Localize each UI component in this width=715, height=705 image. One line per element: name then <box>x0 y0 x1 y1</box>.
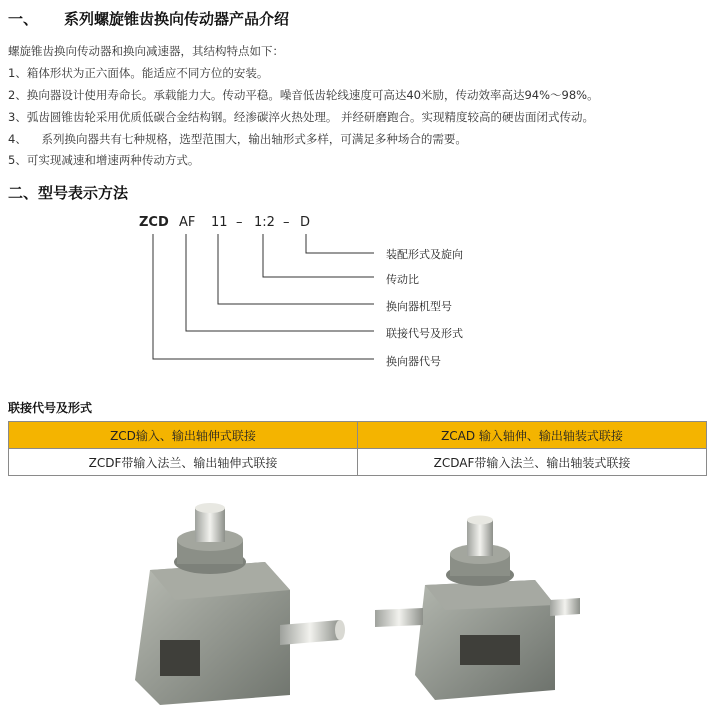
model-code-af: AF <box>179 215 196 230</box>
connection-table <box>8 421 707 476</box>
label-ratio: 传动比 <box>386 273 419 286</box>
model-code-d: D <box>300 215 311 230</box>
label-reverser-code: 换向器代号 <box>386 355 441 368</box>
point-3: 3、弧齿圆锥齿轮采用优质低碳合金结构钢。经渗碳淬火热处理。 并经研磨跑合。实现精度较高的硬齿面闭式传动。 <box>8 110 594 124</box>
section2-title: 二、型号表示方法 <box>8 184 129 202</box>
point-5: 5、可实现减速和增速两种传动方式。 <box>8 153 200 167</box>
table-row <box>9 449 707 476</box>
gearbox-photo-right <box>375 510 585 705</box>
model-code-zcd: ZCD <box>139 215 169 230</box>
section1-title: 系列螺旋锥齿换向传动器产品介绍 <box>64 10 290 28</box>
label-machine-model: 换向器机型号 <box>386 300 452 313</box>
point-4: 4、 系列换向器共有七种规格，选型范围大，输出轴形式多样，可满足多种场合的需要。 <box>8 132 467 146</box>
model-code-dash1: – <box>236 215 243 230</box>
model-code-ratio: 1:2 <box>254 215 275 230</box>
intro-text: 螺旋锥齿换向传动器和换向减速器，其结构特点如下： <box>8 44 284 58</box>
model-code-11: 11 <box>211 215 228 230</box>
table-cell: ZCDF带输入法兰、输出轴伸式联接 <box>9 449 358 476</box>
label-connection: 联接代号及形式 <box>386 327 463 340</box>
table-cell: ZCDAF带输入法兰、输出轴装式联接 <box>358 449 707 476</box>
connection-title: 联接代号及形式 <box>8 401 93 415</box>
table-cell: ZCD输入、输出轴伸式联接 <box>9 422 358 449</box>
table-row <box>9 422 707 449</box>
label-assembly: 装配形式及旋向 <box>386 248 463 261</box>
model-code-dash2: – <box>283 215 290 230</box>
point-2: 2、换向器设计使用寿命长。承载能力大。传动平稳。噪音低齿轮线速度可高达40米励，传动效率高达94%～98%。 <box>8 88 599 102</box>
table-cell: ZCAD 输入轴伸、输出轴装式联接 <box>358 422 707 449</box>
section1-number: 一、 <box>8 10 39 28</box>
point-1: 1、箱体形状为正六面体。能适应不同方位的安装。 <box>8 66 269 80</box>
gearbox-photo-left <box>115 500 350 705</box>
